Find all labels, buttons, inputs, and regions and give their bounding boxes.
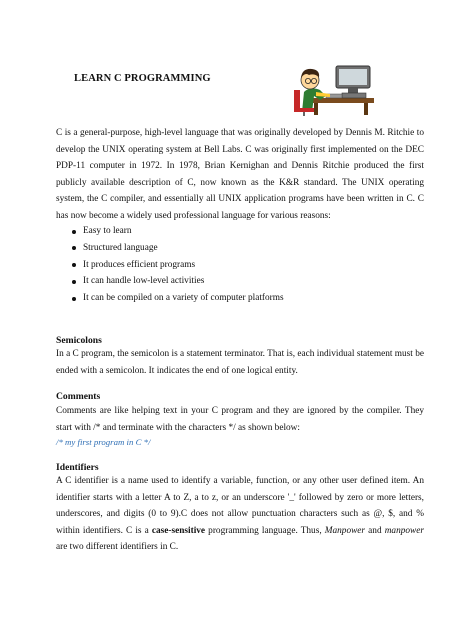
manpower-example: Manpower: [324, 525, 366, 536]
case-sensitive-term: case-sensitive: [151, 525, 206, 536]
comment-example-code: /* my first program in C */: [56, 437, 151, 447]
identifiers-text: A C identifier is a name used to identify a variable, function, or any other user defined item. An identifier starts with a letter A to Z, a to z, or an underscore '_' followed by zero or more letters, underscores, and digits (0 to 9).C does not allow punctuation characters such as @, $, and % within identifiers. C is a: [56, 476, 424, 536]
semicolons-paragraph: In a C program, the semicolon is a statement terminator. That is, each individual statement must be ended with a semicolon. It indicates the end of one logical entity.: [56, 349, 424, 376]
manpower-lower-example: manpower: [384, 525, 424, 536]
reasons-list: [72, 223, 284, 307]
identifiers-heading: Identifiers: [56, 462, 99, 473]
identifiers-text: programming language. Thus,: [205, 525, 325, 536]
list-item: Easy to learn: [72, 223, 284, 240]
page-title: LEARN C PROGRAMMING: [74, 73, 211, 84]
identifiers-text: and: [365, 525, 385, 536]
list-item: It produces efficient programs: [72, 257, 284, 274]
list-item: Structured language: [72, 240, 284, 257]
list-item: It can handle low-level activities: [72, 273, 284, 290]
comments-paragraph: Comments are like helping text in your C program and they are ignored by the compiler. They start with /* and terminate with the characters */ as shown below:: [56, 406, 424, 433]
comments-heading: Comments: [56, 391, 101, 402]
list-item: It can be compiled on a variety of computer platforms: [72, 290, 284, 307]
identifiers-paragraph: [56, 473, 424, 556]
intro-paragraph: C is a general-purpose, high-level language that was originally developed by Dennis M. Ritchie to develop the UNIX operating system at Bell Labs. C was originally first implemented on the DEC PDP-11 computer in 1972. In 1978, Brian Kernighan and Dennis Ritchie produced the first publicly available description of C, now known as the K&R standard. The UNIX operating system, the C compiler, and essentially all UNIX application programs have been written in C. C has now become a widely used professional language for various reasons:: [56, 128, 424, 221]
semicolons-heading: Semicolons: [56, 335, 102, 346]
identifiers-text: are two different identifiers in C.: [56, 542, 179, 552]
programmer-at-computer-icon: [290, 60, 378, 116]
